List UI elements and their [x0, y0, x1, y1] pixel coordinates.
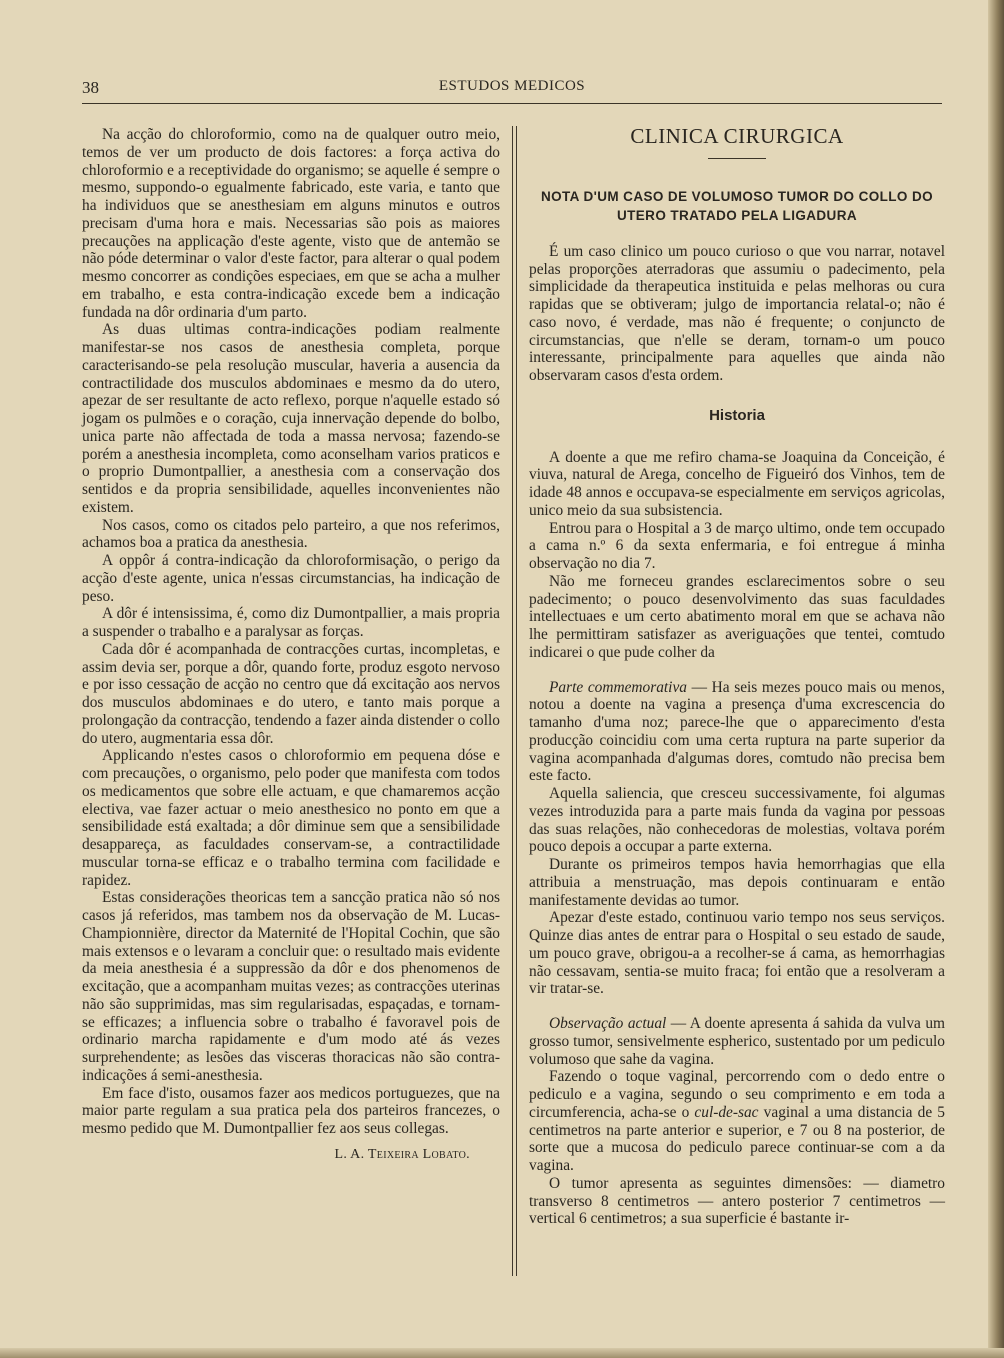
- paragraph: Durante os primeiros tempos havia hemorrhagias que ella attribuia a menstruação, mas depois continuaram e então manifestamente devidas ao tumor.: [529, 856, 945, 909]
- page-bottom-edge: [0, 1348, 1004, 1358]
- paragraph: Apezar d'este estado, continuou vario tempo nos seus serviços. Quinze dias antes de entrar para o Hospital o seu estado de saude, um pouco grave, obrigou-a a recolher-se á cama, as hemorrhagias não cessavam, sentia-se muito fraca; foi então que a resolveram a vir tratar-se.: [529, 909, 945, 998]
- paragraph-text: vaginal a uma distancia de 5 centimetros na parte anterior e superior, e 7 ou 8 na posterior, de sorte que a mucosa do pediculo parece continuar-se com a da vagina.: [529, 1103, 946, 1174]
- subheading: Historia: [709, 406, 765, 424]
- paragraph: A doente a que me refiro chama-se Joaquina da Conceição, é viuva, natural de Arega, concelho de Figueiró dos Vinhos, tem de idade 48 annos e occupava-se especialmente em serviços agricolas, unico meio da sua subsistencia.: [529, 448, 945, 519]
- section-rule: [708, 158, 766, 159]
- inline-label: Observação actual: [549, 1015, 667, 1032]
- paragraph: Nos casos, como os citados pelo parteiro, a que nos referimos, achamos boa a pratica da anesthesia.: [82, 516, 500, 552]
- left-column: [82, 126, 500, 1276]
- paragraph: O tumor apresenta as seguintes dimensões: — diametro transverso 8 centimetros — antero posterior 7 centimetros — vertical 6 centimetros; a sua superficie é bastante ir-: [529, 1174, 945, 1228]
- right-column: [529, 126, 945, 1276]
- paragraph: As duas ultimas contra-indicações podiam realmente manifestar-se nos casos de anesthesia completa, porque caracterisando-se pela resolução muscular, haveria a ausencia da contractilidade dos musculos abdominaes e mesmo da do utero, apezar de ser resultante de acto reflexo, porque n'aquelle estado só jogam os pulmões e o coração, cuja innervação depende do bolbo, unica parte não affectada de toda a massa nervosa; fazendo-se porém a anesthesia incompleta, como aconselham varios praticos e o proprio Dumontpallier, a anesthesia com a conservação dos sentidos e da propria sensibilidade, aquelles inconvenientes não existem.: [82, 321, 500, 516]
- paragraph: A oppôr á contra-indicação da chloroformisação, o perigo da acção d'este agente, unica n'essas circumstancias, ha indicação de peso.: [82, 552, 500, 605]
- page-header: [82, 78, 942, 104]
- paragraph: Estas considerações theoricas tem a sancção pratica não só nos casos já referidos, mas tambem nos da observação de M. Lucas-Championnière, director da Maternité de l'Hopital Cochin, que são mais extensos e o levaram a concluir que: o resultado mais evidente da meia anesthesia é a suppressão da dôr e dos phenomenos de excitação, que a acompanham muitas vezes; as contracções uterinas não são supprimidas, mas sim regularisadas, espaçadas, e tornam-se efficazes; a influencia sobre o trabalho é favoravel pois de ordinario marcha rapidamente e d'um modo até ás vezes surprehendente; as lesões das visceras thoracicas não são contra-indicações á semi-anesthesia.: [82, 889, 500, 1084]
- paragraph-observacao-actual: [529, 1015, 945, 1068]
- paragraph: Applicando n'estes casos o chloroformio em pequena dóse e com precauções, o organismo, pelo poder que manifesta com todos os medicamentos que sobre elle actuam, e que chamaremos acção electiva, vae fazer actuar o meio anesthesico no ponto em que a sensibilidade está exaltada; a dôr diminue sem que a sensibilidade desappareça, as faculdades conservam-se, a contractilidade muscular torna-se efficaz e o trabalho termina com facilidade e rapidez.: [82, 747, 500, 889]
- paragraph: Entrou para o Hospital a 3 de março ultimo, onde tem occupado a cama n.º 6 da sexta enfermaria, e foi entregue á minha observação no dia 7.: [529, 519, 945, 572]
- section-title: CLINICA CIRURGICA: [630, 124, 844, 148]
- header-rule: [82, 103, 942, 104]
- article-title: NOTA D'UM CASO DE VOLUMOSO TUMOR DO COLLO DO UTERO TRATADO PELA LIGADURA: [540, 188, 934, 223]
- author-signature: L. A. Teixeira Lobato.: [334, 1146, 470, 1162]
- page-edge-shadow: [988, 0, 1004, 1358]
- inline-label: Parte commemorativa: [549, 678, 687, 696]
- paragraph-text: Fazendo o toque vaginal, percorrendo com o dedo entre o pediculo e a vagina, segundo o seu comprimento e em toda a circumferencia, acha-se o: [529, 1068, 945, 1121]
- column-divider: [512, 126, 513, 1276]
- paragraph: A dôr é intensissima, é, como diz Dumontpallier, a mais propria a suspender o trabalho e a paralysar as forças.: [82, 605, 500, 640]
- page-number: 38: [82, 78, 99, 97]
- paragraph: Aquella saliencia, que cresceu successivamente, foi algumas vezes introduzida para a parte mais funda da vagina por pessoas das suas relações, não conhecedoras de molestias, voltava porém pouco depois a occupar a parte externa.: [529, 785, 945, 856]
- intro-paragraph: É um caso clinico um pouco curioso o que vou narrar, notavel pelas proporções aterradoras que assumiu o padecimento, pela simplicidade da therapeutica instituida e pelas melhoras ou cura rapidas que se obtiveram; julgo de importancia relatal-o; não é caso novo, é verdade, mas não é frequente; o conjuncto de circumstancias, que n'elle se deram, tornam-o um pouco interessante, principalmente para aquelles que ainda não observaram casos d'esta ordem.: [529, 242, 945, 384]
- paragraph: Na acção do chloroformio, como na de qualquer outro meio, temos de ver um producto de dois factores: a força activa do chloroformio e a receptividade do organismo; se aquelle é sempre o mesmo, suppondo-o egualmente fabricado, este varia, e tanto que ha individuos que se anesthesiam em alguns minutos e outros precisam d'uma hora e mais. Necessarias são pois as maiores precauções na applicação d'este agente, visto que de antemão se não póde determinar o valor d'este factor, para alterar o qual podem mesmo concorrer as condições especiaes, em que se acha a mulher em trabalho, e esta contra-indicação excede bem a indicação fundada na dôr ordinaria d'um parto.: [82, 126, 500, 321]
- paragraph-parte-commemorativa: [529, 679, 945, 786]
- paragraph-text: — Ha seis mezes pouco mais ou menos, notou a doente na vagina a presença d'uma excrescencia do tamanho d'uma noz; parece-lhe que o apparecimento d'esta producção coincidiu com uma certa ruptura na parte superior da vagina acompanhada d'algumas dores, comtudo não precisa bem este facto.: [529, 678, 945, 785]
- spacer: [529, 662, 945, 679]
- column-divider-inner: [516, 126, 517, 1276]
- paragraph: [529, 1068, 945, 1175]
- paragraph-text: — A doente apresenta á sahida da vulva um grosso tumor, sensivelmente espherico, sustentado por um pediculo volumoso que sahe da vagina.: [529, 1015, 945, 1068]
- paragraph: Cada dôr é acompanhada de contracções curtas, incompletas, e assim devia ser, porque a dôr, quando forte, produz esgoto nervoso e por isso cessação de acção no centro que dá excitação aos nervos dos musculos abdominaes e do utero, e tanto mais porque a prolongação da contracção, tendendo a fazer ainda distender o collo do utero, augmentaria essa dôr.: [82, 640, 500, 747]
- inline-term: cul-de-sac: [694, 1103, 759, 1121]
- paragraph: Em face d'isto, ousamos fazer aos medicos portuguezes, que na maior parte regulam a sua pratica pela dos parteiros francezes, o mesmo pedido que M. Dumontpallier fez aos seus collegas.: [82, 1084, 500, 1137]
- running-head: ESTUDOS MEDICOS: [438, 78, 586, 94]
- paragraph: Não me forneceu grandes esclarecimentos sobre o seu padecimento; o pouco desenvolvimento das suas faculdades intellectuaes e um certo abatimento moral em que se achava não lhe permittiram satisfazer as averiguações que tentei, comtudo indicarei o que pude colher da: [529, 572, 945, 661]
- spacer: [529, 998, 945, 1015]
